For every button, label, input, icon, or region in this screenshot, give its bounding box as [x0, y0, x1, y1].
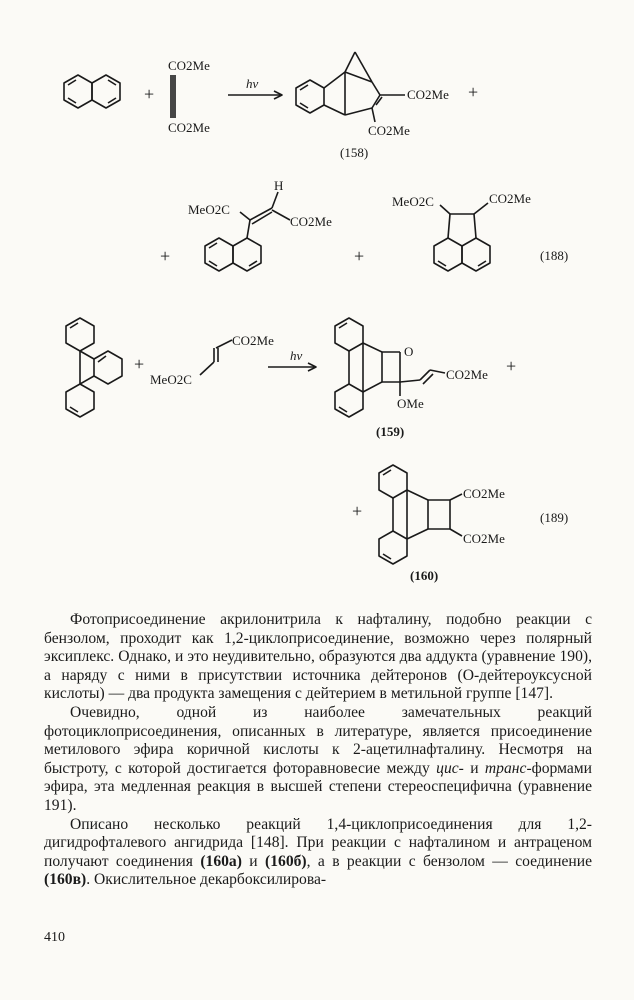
product-160-structure — [379, 465, 462, 564]
phenanthrene-structure — [66, 318, 122, 417]
compound-number-160: (160) — [410, 568, 439, 583]
reaction-arrow-3 — [268, 363, 316, 371]
page-number: 410 — [44, 930, 65, 945]
reaction-arrow-1 — [228, 91, 282, 99]
compound-ref-160b: (160б) — [265, 852, 307, 870]
acenaphthene-structure — [434, 203, 490, 271]
product-co2me-label: CO2Me — [407, 87, 449, 102]
text-span: - и — [458, 759, 485, 777]
paragraph-1: Фотоприсоединение акрилонитрила к нафталину, подобно реакции с бензолом, проходит как 1,2-циклоприсоединение, возможно через полярный эксиплекс. Однако, и это неудивительно, образуются два аддукта (уравнение 190), а наряду с ними в присутствии источника дейтеронов (О-дейтероуксусной кислоты) — два продукта замещения с дейтерием в метильной группе [147]. — [44, 611, 592, 703]
italic-cis: цис — [436, 759, 459, 777]
plus-sign: + — [352, 501, 363, 521]
plus-sign: + — [468, 82, 479, 102]
co2me-label: CO2Me — [463, 486, 505, 501]
equation-number-189: (189) — [540, 510, 569, 525]
text-span: , а в реакции с бензолом — соединение — [306, 852, 592, 870]
ring-oxygen-label: O — [404, 344, 414, 359]
reagent-co2me-top: CO2Me — [168, 58, 210, 73]
plus-sign: + — [144, 84, 155, 104]
text-span: и — [241, 852, 266, 870]
meo2c-label: MeO2C — [188, 202, 230, 217]
compound-ref-160v: (160в) — [44, 871, 87, 889]
naphthalene-structure — [64, 75, 120, 108]
plus-sign: + — [354, 246, 365, 266]
text-span: -формами эфира, эта медленная реакция в высшей степени стереоспецифична (уравнение 191). — [44, 759, 592, 814]
ome-label: OMe — [397, 396, 424, 411]
text-span: Очевидно, одной из наиболее замечательных реакций фотоциклоприсоединения, описанных в литературе, является присоединение метилового эфира коричной кислоты к 2-ацетилнафталину. Несмотря на быстроту, с которой достигается фоторавновесие между — [44, 703, 592, 777]
plus-sign: + — [160, 246, 171, 266]
compound-number-158: (158) — [340, 145, 369, 160]
compound-ref-160a: (160а) — [200, 852, 242, 870]
compound-number-159: (159) — [376, 424, 405, 439]
paragraph-2 — [44, 704, 592, 816]
product-co2me-label: CO2Me — [368, 123, 410, 138]
h-label: H — [274, 178, 284, 193]
co2me-label: CO2Me — [232, 333, 274, 348]
equation-number-188: (188) — [540, 248, 569, 263]
co2me-label: CO2Me — [446, 367, 488, 382]
italic-trans: транс — [484, 759, 527, 777]
text-span: . Окислительное декарбоксилирова- — [86, 871, 327, 889]
hv-label: hν — [290, 348, 303, 363]
product-158-structure — [296, 52, 405, 122]
meo2c-label: MeO2C — [150, 372, 192, 387]
co2me-label: CO2Me — [463, 531, 505, 546]
hv-label: hν — [246, 76, 259, 91]
text-span: Описано несколько реакций 1,4-циклоприсоединения для 1,2-дигидрофталевого ангидрида [148]. При реакции с нафталином и антраценом получают соединения — [44, 815, 592, 870]
reagent-co2me-bottom: CO2Me — [168, 120, 210, 135]
paragraph-3 — [44, 816, 592, 890]
plus-sign: + — [134, 354, 145, 374]
product-159-structure — [335, 318, 445, 417]
dimethyl-fumarate-structure — [200, 340, 232, 375]
co2me-label: CO2Me — [290, 214, 332, 229]
alkyne-structure — [171, 75, 175, 118]
meo2c-label: MeO2C — [392, 194, 434, 209]
plus-sign: + — [506, 356, 517, 376]
body-text — [44, 611, 592, 890]
co2me-label: CO2Me — [489, 191, 531, 206]
